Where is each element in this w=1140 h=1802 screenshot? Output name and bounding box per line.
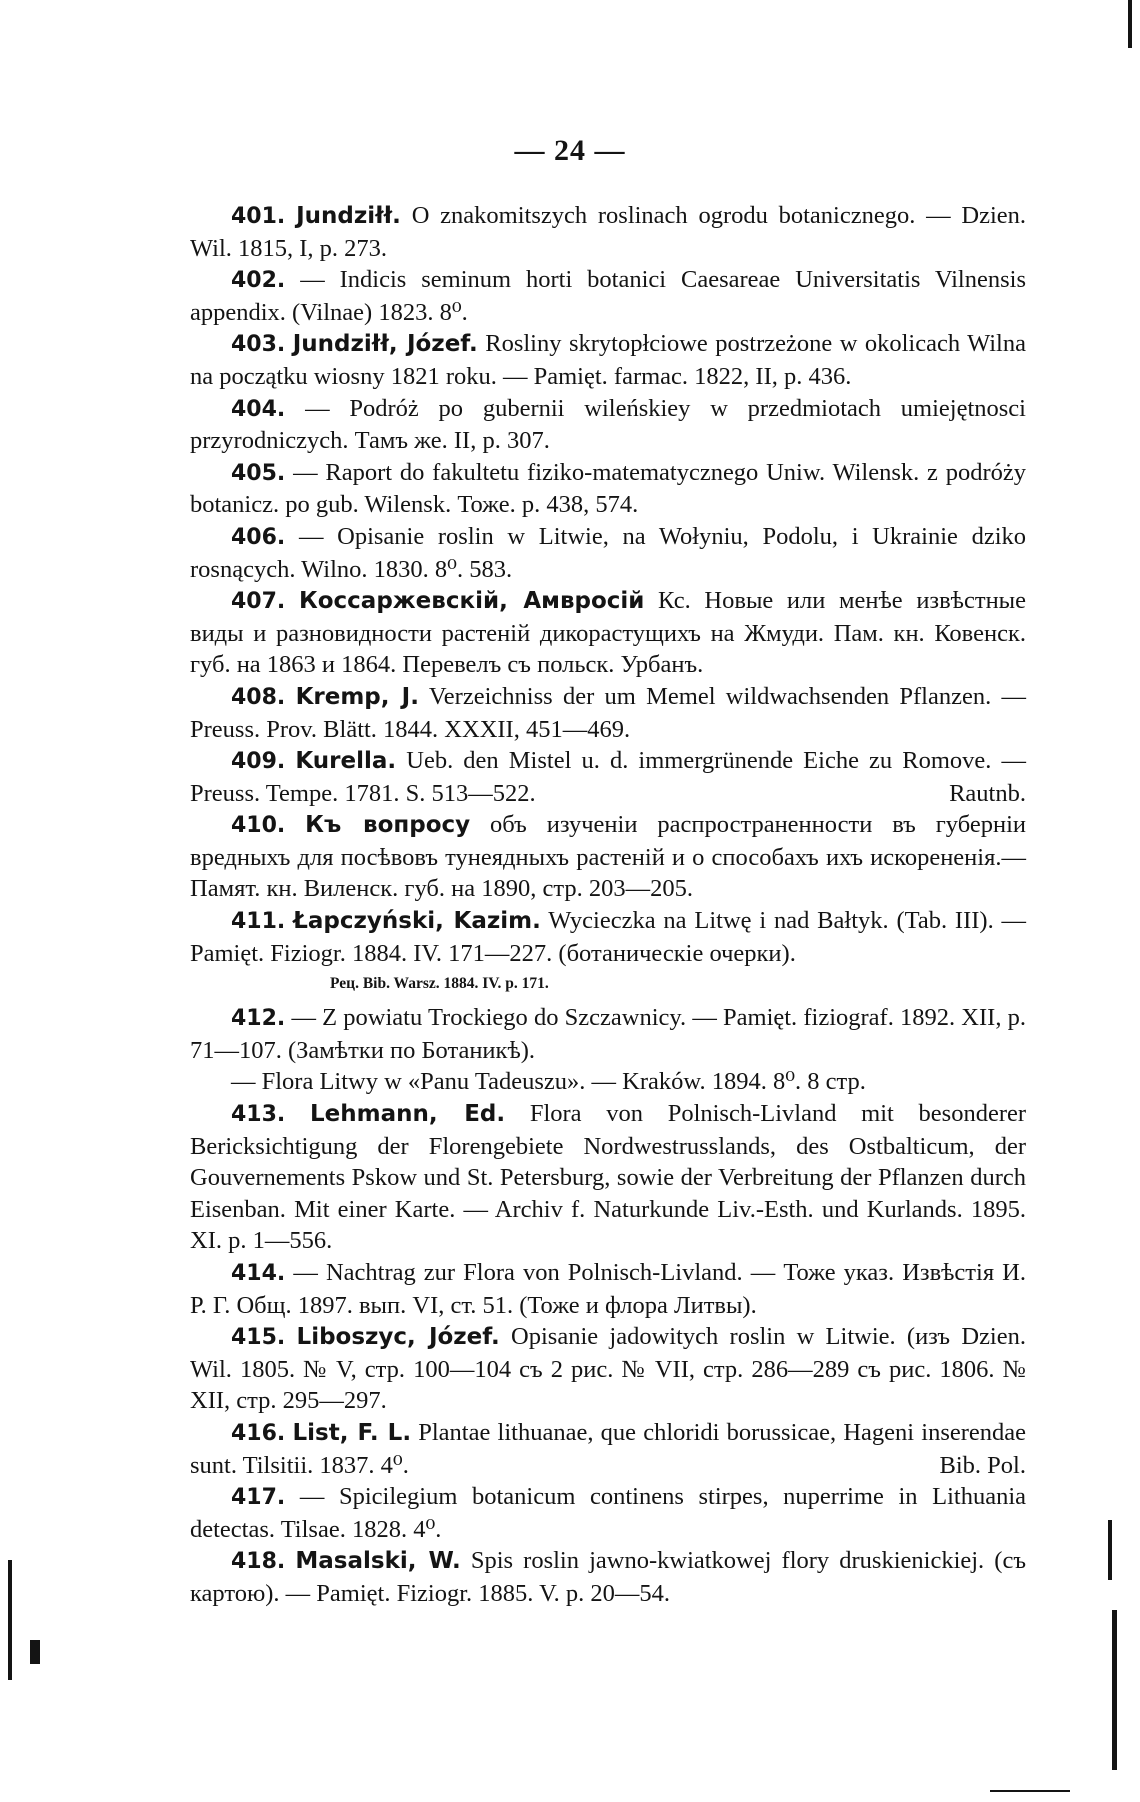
entry-number: 413. xyxy=(231,1102,286,1128)
entry-number: 411. xyxy=(231,909,286,935)
entry-418 xyxy=(190,1545,1026,1609)
entry-number: 406. xyxy=(231,524,286,550)
entry-number: 417. xyxy=(231,1485,286,1511)
entry-author: Jundziłł, Józef. xyxy=(292,331,478,358)
entry-number: 405. xyxy=(231,460,286,486)
entry-text: — Spicilegium botanicum continens stirpes, nuperrime in Lithuania detectas. Tilsae. 1828. 4⁰. xyxy=(190,1483,1026,1543)
entry-text: Opisanie jadowitych roslin w Litwie. (изъ Dzien. Wil. 1805. № V, стр. 100—104 съ 2 рис. № VII, стр. 286—289 съ рис. 1806. № XII, стр. 295—297. xyxy=(190,1323,1026,1415)
entry-author: Kremp, J. xyxy=(295,683,419,710)
entry-417 xyxy=(190,1481,1026,1545)
entry-text: — Indicis seminum horti botanici Caesareae Universitatis Vilnensis appendix. (Vilnae) 1823. 8⁰. xyxy=(190,266,1026,326)
entry-text: Ueb. den Mistel u. d. immergrünende Eiche zu Romove. — Preuss. Tempe. 1781. S. 513—522. xyxy=(190,747,1026,807)
entry-408 xyxy=(190,681,1026,745)
entry-number: 409. xyxy=(231,749,286,775)
sub-entry: — Flora Litwy w «Panu Tadeuszu». — Kraków. 1894. 8⁰. 8 стр. xyxy=(231,1068,866,1096)
entry-text: Verzeichniss der um Memel wildwachsenden Pflanzen. — Preuss. Prov. Blätt. 1844. XXXII, 451—469. xyxy=(190,682,1027,743)
entry-text: — Nachtrag zur Flora von Polnisch-Livland. — Тоже указ. Извѣстія И. Р. Г. Общ. 1897. вып. VI, ст. 51. (Тоже и флора Литвы). xyxy=(190,1259,1026,1319)
scan-edge-mark xyxy=(30,1640,40,1664)
entry-source: Rautnb. xyxy=(949,779,1026,807)
entry-author: Liboszyc, Józef. xyxy=(296,1324,500,1351)
entry-author: List, F. L. xyxy=(292,1419,412,1446)
entry-number: 407. xyxy=(231,589,286,615)
entry-text: O znakomitszych roslinach ogrodu botanicznego. — Dzien. Wil. 1815, I, p. 273. xyxy=(190,202,1027,262)
entry-text: Wycieczka na Litwę i nad Bałtyk. (Tab. III). — Pamięt. Fiziogr. 1884. IV. 171—227. (ботаническіе очерки). xyxy=(190,907,1027,967)
entry-403 xyxy=(190,328,1026,392)
entry-407 xyxy=(190,585,1026,681)
entry-415 xyxy=(190,1321,1026,1417)
entry-number: 404. xyxy=(231,396,286,422)
scan-edge-mark xyxy=(1128,0,1132,48)
entry-text: объ изученіи распространенности въ губерніи вредныхъ для посѣвовъ тунеядныхъ растеній и о способахъ ихъ искорененія.—Памят. кн. Виленск. губ. на 1890, стр. 203—205. xyxy=(190,811,1026,903)
entry-number: 412. xyxy=(231,1006,286,1032)
scan-edge-mark xyxy=(1112,1610,1117,1770)
entry-author: Masalski, W. xyxy=(295,1548,461,1575)
entry-author: Коссаржевскій, Амвросій xyxy=(298,588,645,615)
entry-source: Bib. Pol. xyxy=(939,1451,1026,1479)
entry-author: Jundziłł. xyxy=(296,203,401,229)
entry-number: 418. xyxy=(231,1549,286,1575)
entry-text: Flora von Polnisch-Livland mit besonderer Bericksichtigung der Florengebiete Nordwestrusslands, des Ostbalticum, der Gouvernements Pskow und St. Petersburg, sowie der Verbreitung der Pflanzen durch Eisenban. Mit einer Karte. — Archiv f. Naturkunde Liv.-Esth. und Kurlands. 1895. XI. p. 1—556. xyxy=(190,1100,1027,1255)
entry-414 xyxy=(190,1257,1026,1321)
entry-404 xyxy=(190,393,1026,457)
entry-author: Къ вопросу xyxy=(305,812,471,839)
entry-413 xyxy=(190,1098,1026,1257)
entry-number: 402. xyxy=(231,268,286,294)
entry-text: Кс. Новые или менѣе извѣстные виды и разновидности растеній дикорастущихъ на Жмуди. Пам. кн. Ковенск. губ. на 1863 и 1864. Перевелъ съ польск. Урбанъ. xyxy=(190,587,1027,679)
entry-412 xyxy=(190,1002,1026,1066)
entry-number: 414. xyxy=(231,1261,286,1286)
entry-402 xyxy=(190,264,1026,328)
scan-edge-mark xyxy=(1108,1520,1112,1580)
review-note: Рец. Bib. Warsz. 1884. IV. p. 171. xyxy=(330,975,549,993)
entry-401 xyxy=(190,200,1026,264)
entry-number: 408. xyxy=(231,684,286,710)
entry-text: Spis roslin jawno-kwiatkowej flory druskienickiej. (съ картою). — Pamięt. Fiziogr. 1885. V. p. 20—54. xyxy=(190,1547,1026,1607)
bibliography-list xyxy=(190,200,1026,1610)
entry-text: — Opisanie roslin w Litwie, na Wołyniu, Podolu, i Ukrainie dziko rosnących. Wilno. 1830. 8⁰. 583. xyxy=(190,522,1026,583)
entry-text: — Z powiatu Trockiego do Szczawnicy. — Pamięt. fiziograf. 1892. XII, p. 71—107. (Замѣтки по Ботаникѣ). xyxy=(190,1004,1026,1064)
entry-author: Kurella. xyxy=(295,748,397,775)
entry-number: 410. xyxy=(231,813,286,839)
entry-author: Lehmann, Ed. xyxy=(310,1101,506,1128)
scan-edge-mark xyxy=(990,1790,1070,1792)
entry-411 xyxy=(190,905,1026,969)
entry-number: 401. xyxy=(231,204,286,229)
page-number: — 24 — xyxy=(514,134,626,167)
entry-text: — Podróż po gubernii wileńskiey w przedmiotach umiejętnosci przyrodniczych. Тамъ же. II, p. 307. xyxy=(190,394,1026,455)
entry-410 xyxy=(190,809,1026,905)
entry-405 xyxy=(190,457,1026,521)
entry-text: Plantae lithuanae, que chloridi borussicae, Hageni inserendae sunt. Tilsitii. 1837. 4⁰. xyxy=(190,1418,1027,1479)
entry-text: Rosliny skrytopłciowe postrzeżone w okolicach Wilna na początku wiosny 1821 roku. — Pamięt. farmac. 1822, II, p. 436. xyxy=(190,330,1026,390)
entry-number: 415. xyxy=(231,1325,286,1351)
entry-416 xyxy=(190,1417,1026,1481)
entry-406 xyxy=(190,521,1026,585)
scan-edge-mark xyxy=(8,1560,12,1680)
entry-text: — Raport do fakultetu fiziko-matematycznego Uniw. Wilensk. z podróżу botanicz. po gub. Wilensk. Тоже. p. 438, 574. xyxy=(190,458,1026,519)
entry-409 xyxy=(190,745,1026,809)
entry-author: Łapczyński, Kazim. xyxy=(293,908,541,935)
entry-number: 416. xyxy=(231,1420,286,1446)
entry-number: 403. xyxy=(231,332,286,358)
